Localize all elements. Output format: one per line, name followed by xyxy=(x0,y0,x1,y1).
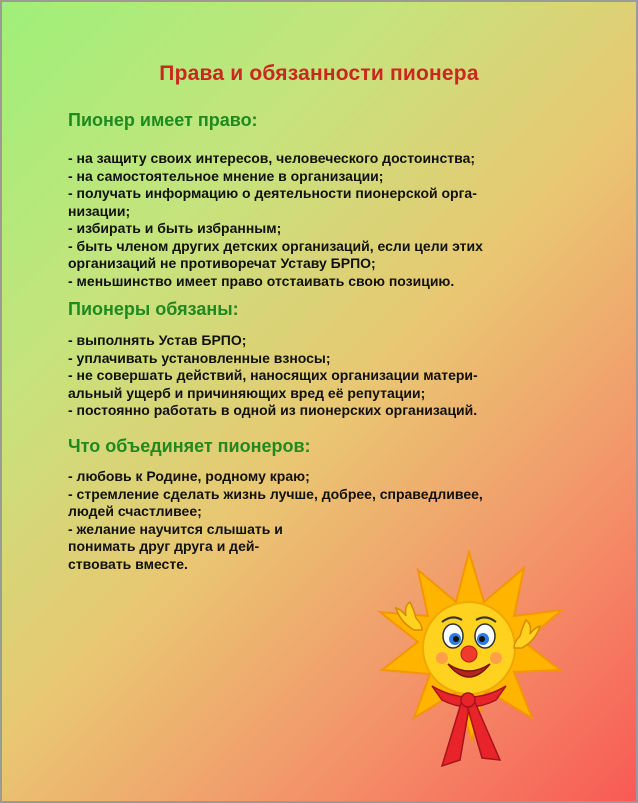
unites-heading: Что объединяет пионеров: xyxy=(68,436,311,456)
list-item: - не совершать действий, наносящих организации матери- xyxy=(68,367,478,383)
rights-heading: Пионер имеет право: xyxy=(68,110,258,130)
list-item: - избирать и быть избранным; xyxy=(68,220,282,236)
list-item: организаций не противоречат Уставу БРПО; xyxy=(68,255,376,271)
list-item: - стремление сделать жизнь лучше, добрее, справедливее, xyxy=(68,485,483,502)
list-item: низации; xyxy=(68,202,131,219)
duties-list xyxy=(68,332,588,420)
list-item: - уплачивать установленные взносы; xyxy=(68,349,331,366)
page-title: Права и обязанности пионера xyxy=(159,62,479,85)
list-item: ствовать вместе. xyxy=(68,555,188,572)
cartoon-sun-with-red-scarf-icon xyxy=(374,550,564,780)
list-item: - на защиту своих интересов, человеческого достоинства; xyxy=(68,150,476,166)
list-item: - желание научится слышать и xyxy=(68,520,283,537)
list-item: - выполнять Устав БРПО; xyxy=(68,332,247,348)
rights-list xyxy=(68,150,588,290)
list-item: - меньшинство имеет право отстаивать свою позицию. xyxy=(68,272,455,289)
list-item: - любовь к Родине, родному краю; xyxy=(68,468,310,484)
list-item: людей счастливее; xyxy=(68,503,202,519)
list-item: понимать друг друга и дей- xyxy=(68,538,260,554)
sun-nose xyxy=(461,646,477,662)
list-item: альный ущерб и причиняющих вред её репутации; xyxy=(68,384,426,401)
duties-heading: Пионеры обязаны: xyxy=(68,299,239,319)
list-item: - получать информацию о деятельности пионерской орга- xyxy=(68,185,477,201)
list-item: - быть членом других детских организаций, если цели этих xyxy=(68,237,483,254)
list-item: - на самостоятельное мнение в организации; xyxy=(68,167,384,184)
list-item: - постоянно работать в одной из пионерских организаций. xyxy=(68,402,478,418)
